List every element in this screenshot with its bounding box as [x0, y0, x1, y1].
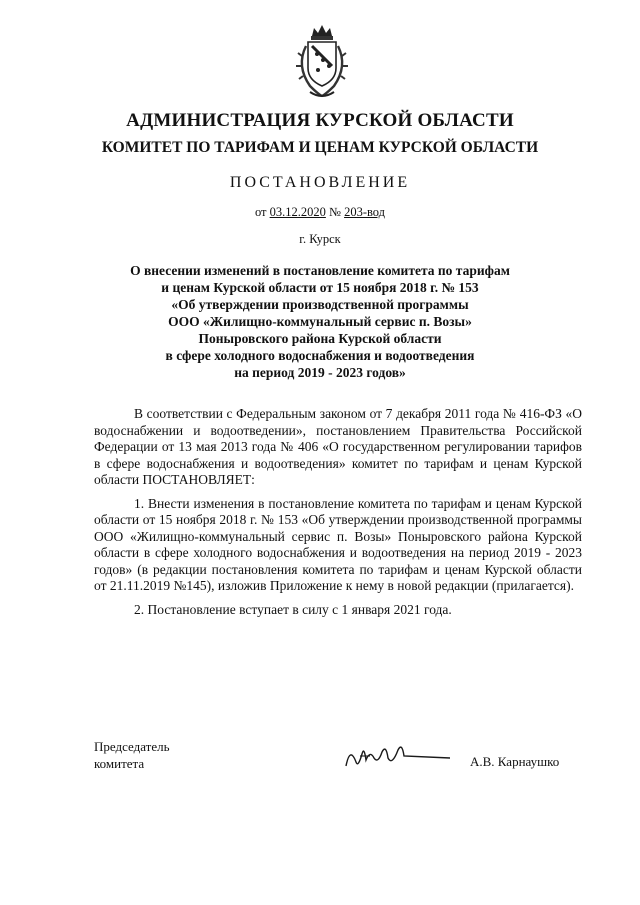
handwritten-signature-icon — [340, 736, 460, 776]
subject-line: на период 2019 - 2023 годов» — [234, 365, 406, 380]
item-1-paragraph: 1. Внести изменения в постановление комитета по тарифам и ценам Курской области от 15 ноября 2018 г. № 153 «Об утверждении производственной программы ООО «Жилищно-коммунальный сервис п. Возы» Поныровского района Курской области в сфере холодного водоснабжения и водоотведения на период 2019 - 2023 годов» (в редакции постановления комитета по тарифам и ценам Курской области от 21.11.2019 №145), изложив Приложение к нему в новой редакции (прилагается). — [94, 495, 582, 593]
date-prefix: от — [254, 205, 267, 219]
document-subject — [60, 262, 580, 381]
subject-line: и ценам Курской области от 15 ноября 2018 г. № 153 — [161, 280, 479, 295]
signer-title-line: Председатель — [94, 739, 170, 754]
signer-name: А.В. Карнаушко — [470, 754, 560, 769]
subject-line: Поныровского района Курской области — [198, 331, 442, 346]
document-date: 03.12.2020 — [269, 205, 326, 219]
signer-title-line: комитета — [94, 756, 145, 771]
date-number-line — [0, 205, 640, 220]
subject-line: «Об утверждении производственной программы — [171, 297, 469, 312]
document-type: ПОСТАНОВЛЕНИЕ — [229, 174, 411, 191]
subject-line: ООО «Жилищно-коммунальный сервис п. Возы» — [168, 314, 472, 329]
subject-line: в сфере холодного водоснабжения и водоотведения — [165, 348, 475, 363]
number-prefix: № — [329, 205, 341, 219]
document-body — [94, 406, 582, 618]
org-title: АДМИНИСТРАЦИЯ КУРСКОЙ ОБЛАСТИ — [126, 110, 514, 131]
subject-line: О внесении изменений в постановление комитета по тарифам — [130, 263, 510, 278]
kursk-coat-of-arms-icon — [290, 22, 354, 102]
signer-title — [94, 738, 170, 772]
city: г. Курск — [299, 232, 341, 246]
preamble-paragraph: В соответствии с Федеральным законом от 7 декабря 2011 года № 416-ФЗ «О водоснабжении и водоотведении», постановлением Правительства Российской Федерации от 13 мая 2013 года № 406 «О государственном регулировании тарифов в сфере водоснабжения и водоотведения» комитет по тарифам и ценам Курской области ПОСТАНОВЛЯЕТ: — [94, 406, 582, 487]
document-number: 203-вод — [344, 205, 386, 219]
item-2-paragraph: 2. Постановление вступает в силу с 1 января 2021 года. — [134, 601, 452, 617]
committee-title: КОМИТЕТ ПО ТАРИФАМ И ЦЕНАМ КУРСКОЙ ОБЛАСТИ — [101, 139, 539, 156]
